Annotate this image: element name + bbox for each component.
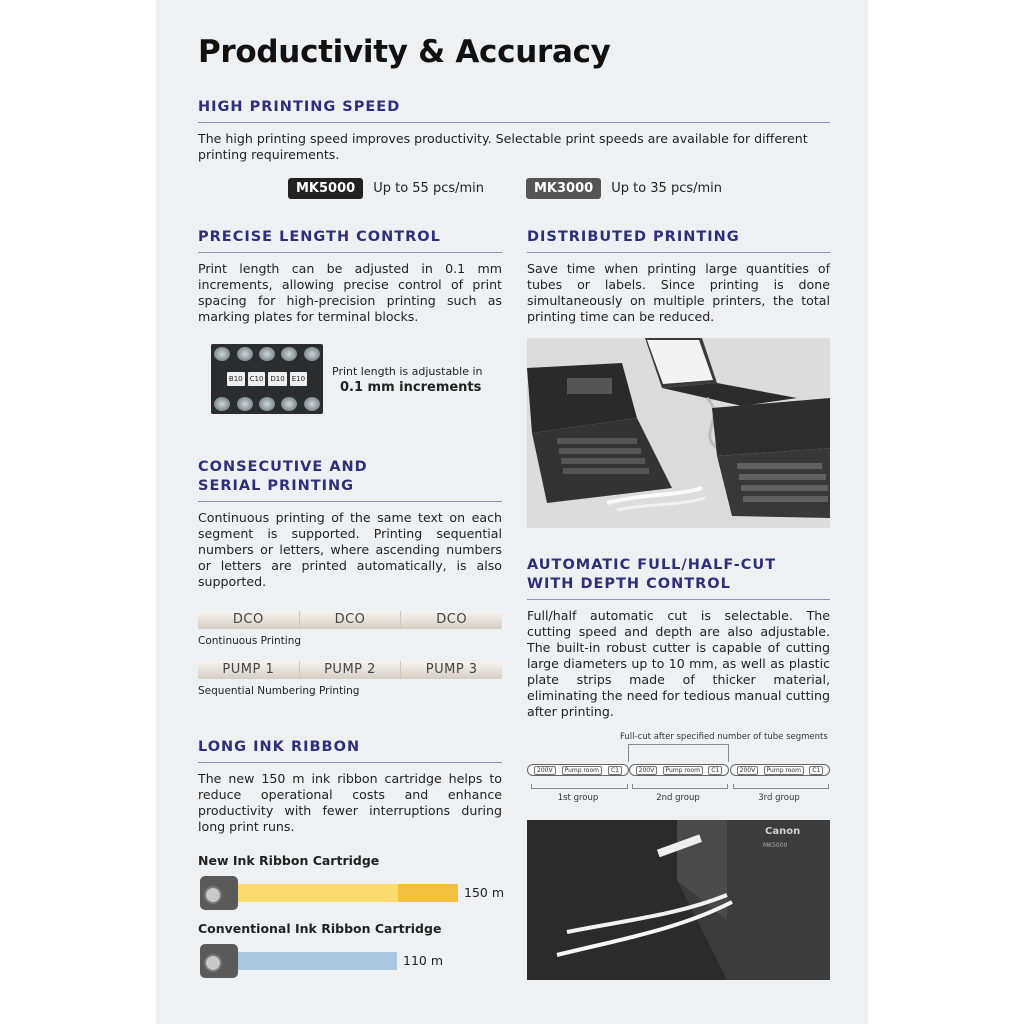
tube-text: 200V bbox=[737, 766, 759, 775]
cut-indicator bbox=[628, 744, 629, 762]
plate-label: D10 bbox=[268, 372, 286, 386]
continuous-caption: Continuous Printing bbox=[198, 635, 302, 647]
screw-icon bbox=[304, 347, 320, 361]
new-ribbon-bar-fill-dark bbox=[398, 884, 458, 902]
tube-text: Pump room bbox=[562, 766, 602, 775]
new-ribbon-value: 150 m bbox=[464, 885, 505, 900]
distributed-body: Save time when printing large quantities of tubes or labels. Since printing is done simultaneously on multiple printers, the total printing time can be reduced. bbox=[527, 261, 830, 324]
new-ribbon-bar bbox=[228, 884, 458, 902]
sequential-segment: PUMP 3 bbox=[425, 662, 478, 677]
consecutive-rule bbox=[198, 501, 502, 502]
cutter-printer-photo bbox=[527, 820, 830, 980]
cut-indicator bbox=[728, 744, 729, 762]
precise-heading: PRECISE LENGTH CONTROL bbox=[198, 229, 441, 245]
tube-text: Pump room bbox=[764, 766, 804, 775]
tube-text: C1 bbox=[708, 766, 722, 775]
continuous-tube-strip bbox=[198, 611, 502, 629]
tube-text: 200V bbox=[534, 766, 556, 775]
new-ribbon-bar-fill-light bbox=[228, 884, 398, 902]
high-speed-heading: HIGH PRINTING SPEED bbox=[198, 99, 401, 115]
precise-caption-line1: Print length is adjustable in bbox=[332, 365, 483, 378]
spool-icon bbox=[204, 886, 222, 904]
ribbon-heading: LONG INK RIBBON bbox=[198, 739, 361, 755]
printer-brand: Canon bbox=[765, 826, 801, 837]
high-speed-rule bbox=[198, 122, 830, 123]
screw-icon bbox=[281, 397, 297, 411]
cut-diagram-label: Full-cut after specified number of tube segments bbox=[620, 732, 828, 742]
mk5000-speed bbox=[288, 178, 484, 199]
consecutive-heading bbox=[198, 458, 368, 496]
conv-ribbon-value: 110 m bbox=[403, 953, 444, 968]
mk5000-speed-text: Up to 55 pcs/min bbox=[373, 180, 485, 196]
printer-model: MK5000 bbox=[763, 842, 788, 849]
ribbon-body: The new 150 m ink ribbon cartridge helps to reduce operational costs and enhance productivity with fewer interruptions during long print runs. bbox=[198, 771, 502, 834]
autocut-heading-line1: AUTOMATIC FULL/HALF-CUT bbox=[527, 557, 777, 573]
screw-icon bbox=[214, 397, 230, 411]
brochure-page bbox=[156, 0, 868, 1024]
autocut-heading bbox=[527, 556, 776, 594]
tube-group-2 bbox=[629, 764, 729, 776]
continuous-segment: DCO bbox=[300, 611, 402, 629]
consecutive-heading-line1: CONSECUTIVE AND bbox=[198, 459, 368, 475]
conv-ribbon-label: Conventional Ink Ribbon Cartridge bbox=[198, 921, 442, 936]
tube-group-1 bbox=[527, 764, 629, 776]
distributed-heading: DISTRIBUTED PRINTING bbox=[527, 229, 740, 245]
screw-icon bbox=[259, 397, 275, 411]
screw-icon bbox=[214, 347, 230, 361]
screw-icon bbox=[259, 347, 275, 361]
continuous-segment: DCO bbox=[198, 611, 300, 629]
sequential-tube-strip bbox=[198, 661, 502, 679]
conv-ribbon-cartridge-icon bbox=[200, 944, 238, 978]
tube-text: C1 bbox=[809, 766, 823, 775]
tube-group-3 bbox=[730, 764, 830, 776]
mk5000-badge: MK5000 bbox=[288, 178, 363, 199]
autocut-body: Full/half automatic cut is selectable. The cutting speed and depth are also adjustable. The built-in robust cutter is capable of cutting large diameters up to 10 mm, as well as plastic plate strips made of thicker material, eliminating the need for tedious manual cutting after printing. bbox=[527, 608, 830, 719]
group-bracket bbox=[531, 784, 628, 789]
high-speed-body: The high printing speed improves productivity. Selectable print speeds are available for different printing requirements. bbox=[198, 131, 808, 162]
precise-caption-line2: 0.1 mm increments bbox=[340, 380, 482, 395]
mk3000-speed bbox=[526, 178, 722, 199]
tube-text: Pump room bbox=[663, 766, 703, 775]
spool-icon bbox=[204, 954, 222, 972]
distributed-rule bbox=[527, 252, 830, 253]
group-bracket bbox=[733, 784, 829, 789]
plate-label: B10 bbox=[227, 372, 245, 386]
screw-icon bbox=[281, 347, 297, 361]
terminal-block-image bbox=[211, 344, 323, 414]
ribbon-rule bbox=[198, 762, 502, 763]
tube-text: C1 bbox=[608, 766, 622, 775]
consecutive-heading-line2: SERIAL PRINTING bbox=[198, 478, 355, 494]
page-title: Productivity & Accuracy bbox=[198, 34, 611, 70]
consecutive-body: Continuous printing of the same text on each segment is supported. Printing sequential numbers or letters, where ascending numbers or letters are printed automatically, is also supported. bbox=[198, 510, 502, 589]
mk3000-speed-text: Up to 35 pcs/min bbox=[611, 180, 723, 196]
tube-text: 200V bbox=[636, 766, 658, 775]
screw-icon bbox=[237, 397, 253, 411]
sequential-segment: PUMP 1 bbox=[198, 661, 300, 679]
mk3000-badge: MK3000 bbox=[526, 178, 601, 199]
group-bracket bbox=[632, 784, 728, 789]
sequential-caption: Sequential Numbering Printing bbox=[198, 685, 360, 697]
conv-ribbon-bar bbox=[228, 952, 397, 970]
plate-label: C10 bbox=[248, 372, 266, 386]
group-label: 2nd group bbox=[656, 793, 700, 803]
screw-icon bbox=[304, 397, 320, 411]
autocut-rule bbox=[527, 599, 830, 600]
autocut-heading-line2: WITH DEPTH CONTROL bbox=[527, 576, 731, 592]
continuous-segment: DCO bbox=[436, 612, 468, 627]
sequential-segment: PUMP 2 bbox=[300, 661, 402, 679]
precise-rule bbox=[198, 252, 502, 253]
precise-body: Print length can be adjusted in 0.1 mm increments, allowing precise control of print spacing for high-precision printing such as marking plates for terminal blocks. bbox=[198, 261, 502, 324]
new-ribbon-cartridge-icon bbox=[200, 876, 238, 910]
screw-icon bbox=[237, 347, 253, 361]
group-label: 1st group bbox=[557, 793, 599, 803]
distributed-printers-photo bbox=[527, 338, 830, 528]
cut-indicator-bar bbox=[628, 744, 728, 745]
group-label: 3rd group bbox=[758, 793, 800, 803]
printers-illustration bbox=[527, 338, 830, 528]
new-ribbon-label: New Ink Ribbon Cartridge bbox=[198, 853, 380, 868]
plate-label: E10 bbox=[290, 372, 307, 386]
